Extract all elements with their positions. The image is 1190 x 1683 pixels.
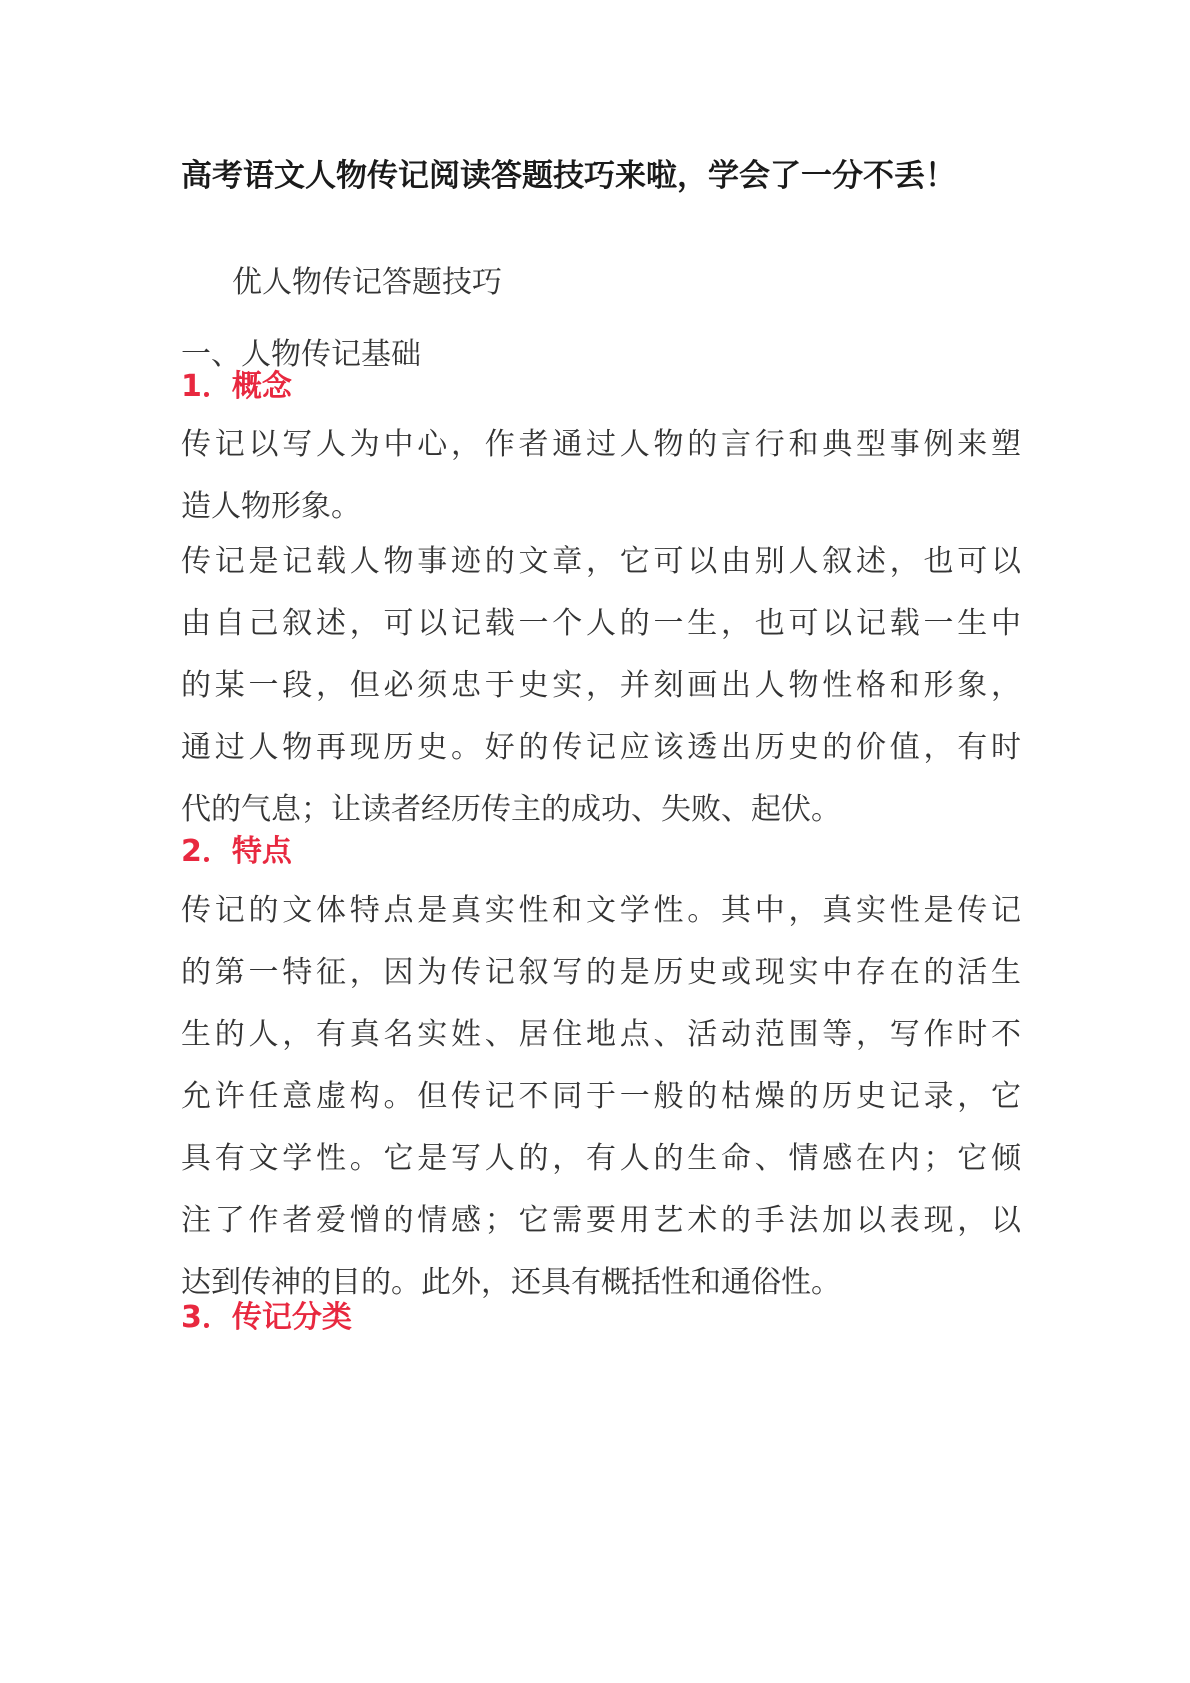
paragraph-line: 允许任意虚构。但传记不同于一般的枯燥的历史记录，它 xyxy=(181,1079,1021,1114)
page-title: 高考语文人物传记阅读答题技巧来啦，学会了一分不丢！ xyxy=(181,158,956,194)
paragraph-line: 注了作者爱憎的情感；它需要用艺术的手法加以表现，以 xyxy=(181,1203,1021,1238)
paragraph-concept-1 xyxy=(181,414,1021,538)
paragraph-line: 传记是记载人物事迹的文章，它可以由别人叙述，也可以 xyxy=(181,544,1021,579)
paragraph-line: 造人物形象。 xyxy=(181,489,361,524)
paragraph-line: 由自己叙述，可以记载一个人的一生，也可以记载一生中 xyxy=(181,606,1021,641)
paragraph-line: 生的人，有真名实姓、居住地点、活动范围等，写作时不 xyxy=(181,1017,1021,1052)
paragraph-line: 具有文学性。它是写人的，有人的生命、情感在内；它倾 xyxy=(181,1141,1021,1176)
heading-concept: 1．概念 xyxy=(181,369,292,404)
paragraph-line: 的某一段，但必须忠于史实，并刻画出人物性格和形象， xyxy=(181,668,1021,703)
heading-classification: 3．传记分类 xyxy=(181,1300,352,1335)
paragraph-line: 传记的文体特点是真实性和文学性。其中，真实性是传记 xyxy=(181,893,1021,928)
heading-features: 2．特点 xyxy=(181,834,292,869)
paragraph-line: 传记以写人为中心，作者通过人物的言行和典型事例来塑 xyxy=(181,427,1021,462)
paragraph-line: 代的气息；让读者经历传主的成功、失败、起伏。 xyxy=(181,792,841,827)
section-heading-basics: 一、人物传记基础 xyxy=(181,337,421,372)
paragraph-line: 的第一特征，因为传记叙写的是历史或现实中存在的活生 xyxy=(181,955,1021,990)
paragraph-features xyxy=(181,880,1021,1314)
subtitle: 优人物传记答题技巧 xyxy=(232,265,502,300)
paragraph-line: 通过人物再现历史。好的传记应该透出历史的价值，有时 xyxy=(181,730,1021,765)
paragraph-line: 达到传神的目的。此外，还具有概括性和通俗性。 xyxy=(181,1265,841,1300)
paragraph-concept-2 xyxy=(181,531,1021,841)
